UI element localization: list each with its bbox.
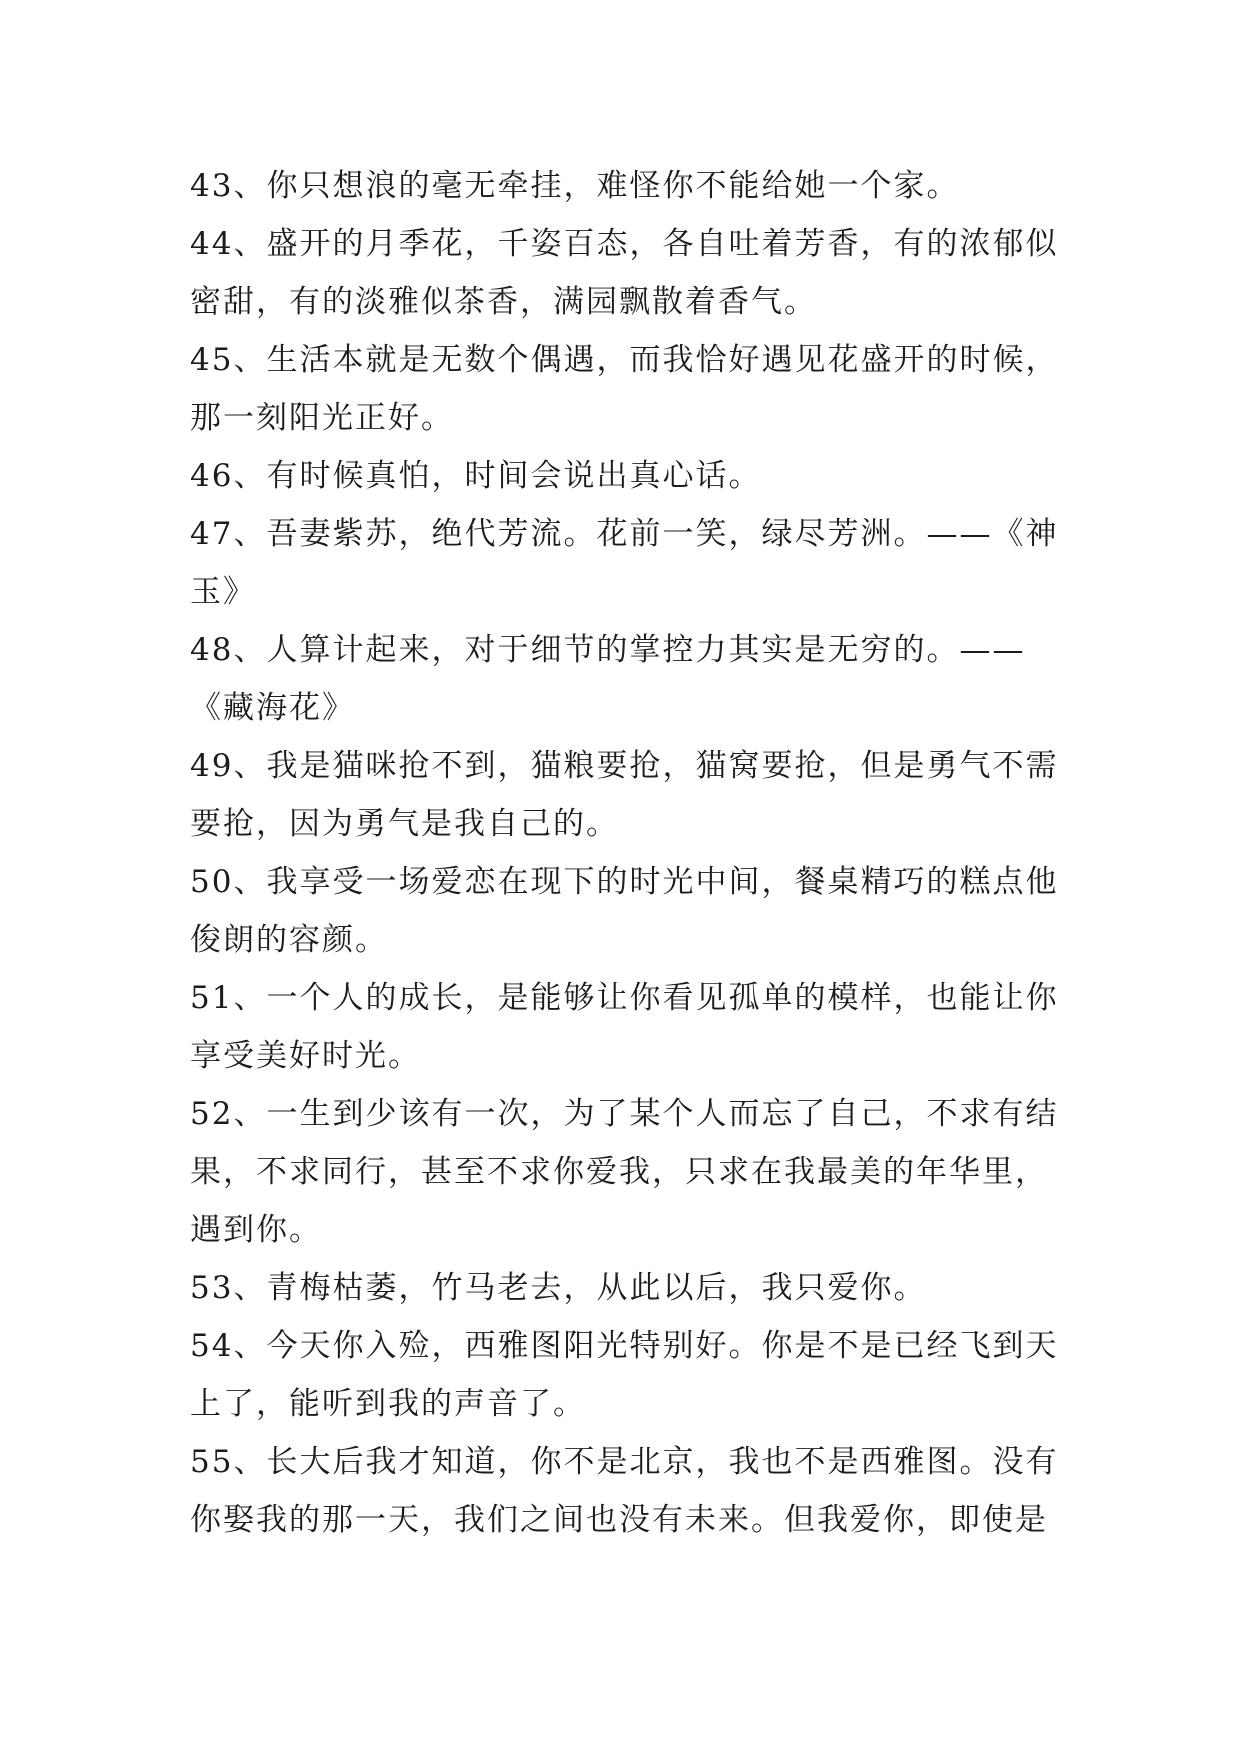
entry-55 <box>190 1433 1070 1549</box>
entry-49 <box>190 737 1070 853</box>
entry-line: 43、你只想浪的毫无牵挂，难怪你不能给她一个家。 <box>190 168 960 204</box>
entry-line: 要抢，因为勇气是我自己的。 <box>190 806 619 842</box>
entry-line: 54、今天你入殓，西雅图阳光特别好。你是不是已经飞到天 <box>190 1328 1059 1364</box>
entry-line: 44、盛开的月季花，千姿百态，各自吐着芳香，有的浓郁似 <box>190 226 1059 262</box>
entry-line: 那一刻阳光正好。 <box>190 400 454 436</box>
entry-line: 《藏海花》 <box>190 690 355 726</box>
entry-line: 俊朗的容颜。 <box>190 922 388 958</box>
entry-46 <box>190 447 1070 505</box>
document-body <box>190 157 1070 1549</box>
entry-45 <box>190 331 1070 447</box>
entry-line: 53、青梅枯萎，竹马老去，从此以后，我只爱你。 <box>190 1270 927 1306</box>
entry-47 <box>190 505 1070 621</box>
entry-line: 密甜，有的淡雅似茶香，满园飘散着香气。 <box>190 284 817 320</box>
entry-line: 48、人算计起来，对于细节的掌控力其实是无穷的。—— <box>190 632 1026 668</box>
entry-48 <box>190 621 1070 737</box>
entry-line: 享受美好时光。 <box>190 1038 421 1074</box>
entry-43 <box>190 157 1070 215</box>
entry-50 <box>190 853 1070 969</box>
entry-53 <box>190 1259 1070 1317</box>
entry-line: 50、我享受一场爱恋在现下的时光中间，餐桌精巧的糕点他 <box>190 864 1059 900</box>
entry-52 <box>190 1085 1070 1259</box>
entry-line: 果，不求同行，甚至不求你爱我，只求在我最美的年华里， <box>190 1154 1048 1190</box>
entry-line: 玉》 <box>190 574 256 610</box>
entry-line: 51、一个人的成长，是能够让你看见孤单的模样，也能让你 <box>190 980 1059 1016</box>
entry-54 <box>190 1317 1070 1433</box>
entry-line: 52、一生到少该有一次，为了某个人而忘了自己，不求有结 <box>190 1096 1059 1132</box>
entry-line: 上了，能听到我的声音了。 <box>190 1386 586 1422</box>
entry-line: 你娶我的那一天，我们之间也没有未来。但我爱你，即使是 <box>190 1502 1048 1538</box>
entry-44 <box>190 215 1070 331</box>
entry-line: 46、有时候真怕，时间会说出真心话。 <box>190 458 762 494</box>
entry-line: 45、生活本就是无数个偶遇，而我恰好遇见花盛开的时候， <box>190 342 1059 378</box>
entry-line: 55、长大后我才知道，你不是北京，我也不是西雅图。没有 <box>190 1444 1059 1480</box>
entry-line: 49、我是猫咪抢不到，猫粮要抢，猫窝要抢，但是勇气不需 <box>190 748 1059 784</box>
entry-line: 遇到你。 <box>190 1212 322 1248</box>
entry-51 <box>190 969 1070 1085</box>
entry-line: 47、吾妻紫苏，绝代芳流。花前一笑，绿尽芳洲。——《神 <box>190 516 1059 552</box>
